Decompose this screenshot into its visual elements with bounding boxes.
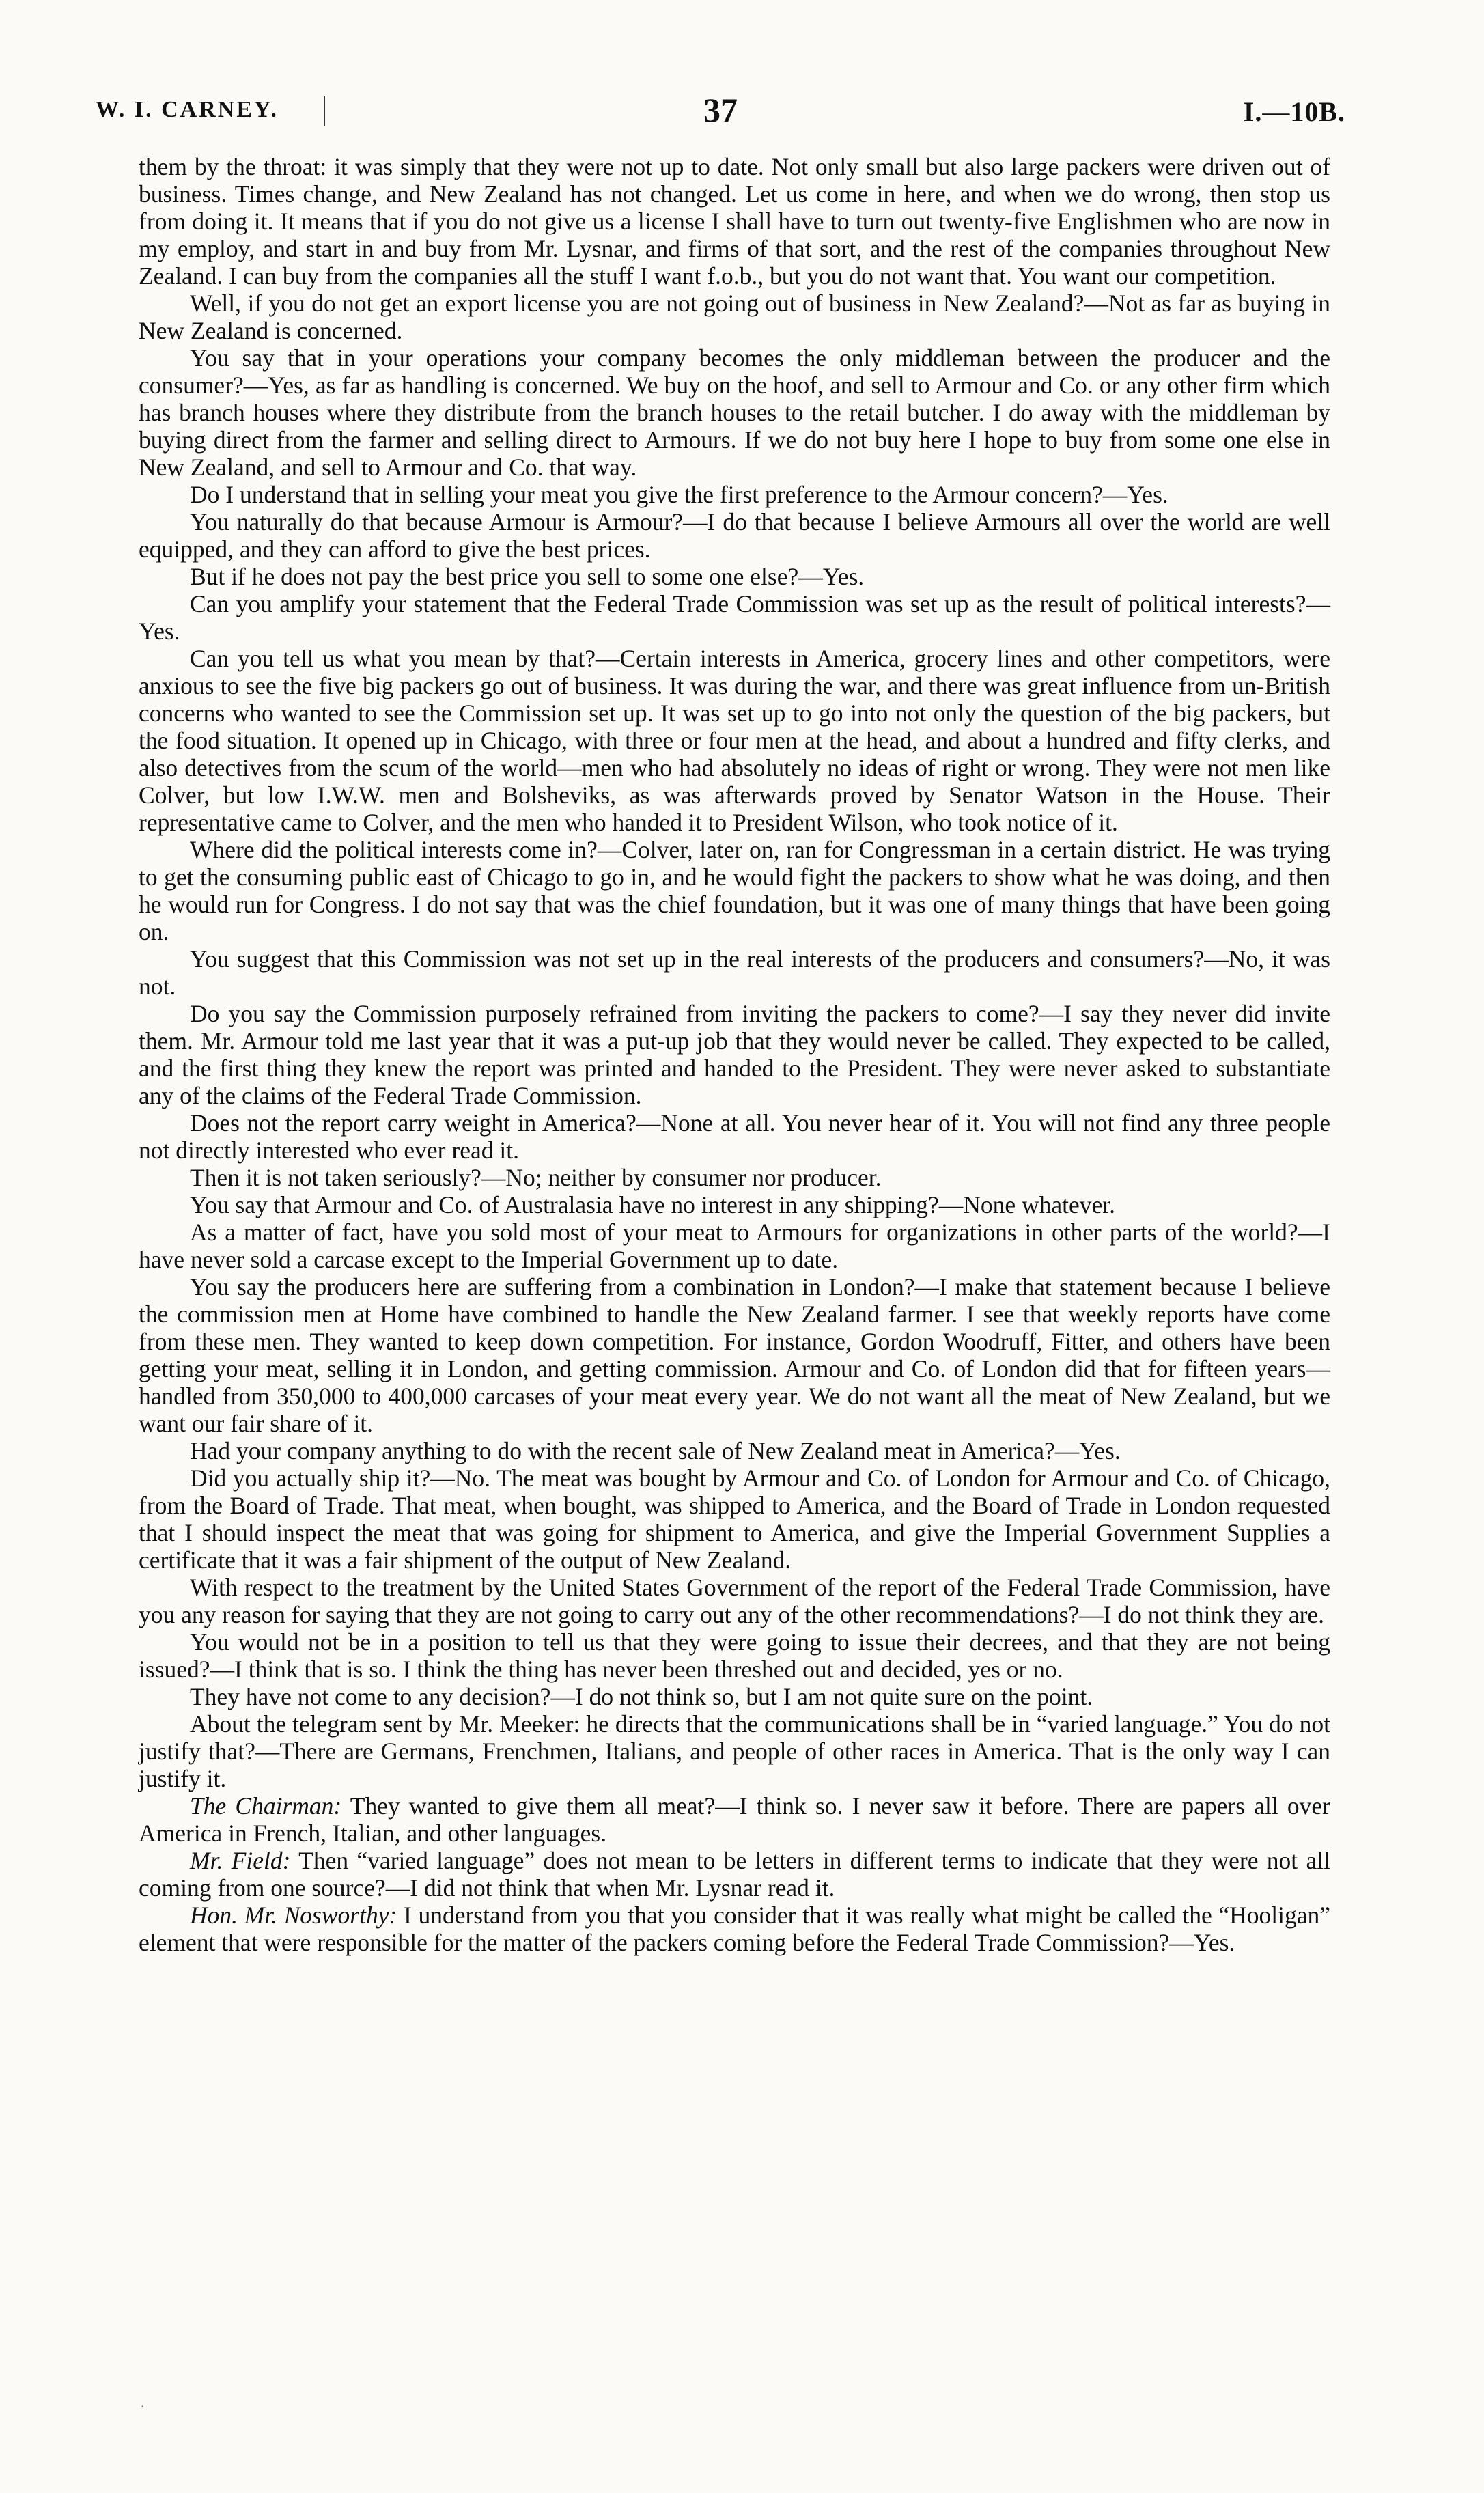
paragraph: But if he does not pay the best price you sell to some one else?—Yes. [190, 563, 865, 590]
transcript-body [139, 153, 1330, 1956]
paragraph: As a matter of fact, have you sold most of your meat to Armours for organizations in other parts of the world?—I have never sold a carcase except to the Imperial Government up to date. [139, 1218, 1330, 1273]
paragraph: They have not come to any decision?—I do not think so, but I am not quite sure on the point. [190, 1683, 1093, 1710]
speaker-text: I understand from you that you consider that it was really what might be called the “Hooligan” element that were responsible for the matter of the packers coming before the Federal Trade Commission?—Yes. [139, 1902, 1330, 1956]
speaker-text: They wanted to give them all meat?—I think so. I never saw it before. There are papers all over America in French, Italian, and other languages. [139, 1792, 1330, 1847]
page-number: 37 [703, 91, 738, 129]
paragraph: Can you amplify your statement that the Federal Trade Commission was set up as the result of political interests?—Yes. [139, 590, 1330, 645]
speaker-name: Hon. Mr. Nosworthy: [190, 1902, 397, 1929]
paragraph: Did you actually ship it?—No. The meat was bought by Armour and Co. of London for Armour and Co. of Chicago, from the Board of Trade. That meat, when bought, was shipped to America, and the Board of Trade in London requested that I should inspect the meat that was going for shipment to America, and give the Imperial Government Supplies a certificate that it was a fair shipment of the output of New Zealand. [139, 1464, 1330, 1574]
paragraph: With respect to the treatment by the United States Government of the report of the Federal Trade Commission, have you any reason for saying that they are not going to carry out any of the other recommendations?—I do not think they are. [139, 1574, 1330, 1628]
paper-reference: I.—10B. [1243, 96, 1345, 127]
paragraph: You say that in your operations your company becomes the only middleman between the producer and the consumer?—Yes, as far as handling is concerned. We buy on the hoof, and sell to Armour and Co. or any other firm which has branch houses where they distribute from the branch houses to the retail butcher. I do away with the middleman by buying direct from the farmer and selling direct to Armours. If we do not buy here I hope to buy from some one else in New Zealand, and sell to Armour and Co. that way. [139, 344, 1330, 481]
paragraph: them by the throat: it was simply that they were not up to date. Not only small but also large packers were driven out of business. Times change, and New Zealand has not changed. Let us come in here, and when we do wrong, then stop us from doing it. It means that if you do not give us a license I shall have to turn out twenty-five Englishmen who are now in my employ, and start in and buy from Mr. Lysnar, and firms of that sort, and the rest of the companies throughout New Zealand. I can buy from the companies all the stuff I want f.o.b., but you do not want that. You want our competition. [139, 153, 1330, 290]
page-header [96, 90, 1345, 138]
speaker-text: Then “varied language” does not mean to be letters in different terms to indicate that they were not all coming from one source?—I did not think that when Mr. Lysnar read it. [139, 1847, 1330, 1902]
paragraph: Well, if you do not get an export license you are not going out of business in New Zealand?—Not as far as buying in New Zealand is concerned. [139, 290, 1330, 344]
speaker-paragraph [139, 1847, 1330, 1902]
paragraph: Can you tell us what you mean by that?—Certain interests in America, grocery lines and other competitors, were anxious to see the five big packers go out of business. It was during the war, and there was great influence from un-British concerns who wanted to see the Commission set up. It was set up to go into not only the question of the big packers, but the food situation. It opened up in Chicago, with three or four men at the head, and about a hundred and fifty clerks, and also detectives from the scum of the world—men who had absolutely no ideas of right or wrong. They were not men like Colver, but low I.W.W. men and Bolsheviks, as was afterwards proved by Senator Watson in the House. Their representative came to Colver, and the men who handed it to President Wilson, who took notice of it. [139, 645, 1330, 836]
speaker-name: The Chairman: [190, 1792, 342, 1820]
paragraph: Do you say the Commission purposely refrained from inviting the packers to come?—I say they never did invite them. Mr. Armour told me last year that it was a put-up job that they would never be called. They expected to be called, and the first thing they knew the report was printed and handed to the President. They were never asked to substantiate any of the claims of the Federal Trade Commission. [139, 1000, 1330, 1109]
paragraph: About the telegram sent by Mr. Meeker: he directs that the communications shall be in “varied language.” You do not justify that?—There are Germans, Frenchmen, Italians, and people of other races in America. That is the only way I can justify it. [139, 1710, 1330, 1792]
paragraph: You naturally do that because Armour is Armour?—I do that because I believe Armours all over the world are well equipped, and they can afford to give the best prices. [139, 508, 1330, 563]
paragraph: You suggest that this Commission was not set up in the real interests of the producers and consumers?—No, it was not. [139, 945, 1330, 1000]
paragraph: You say the producers here are suffering from a combination in London?—I make that statement because I believe the commission men at Home have combined to handle the New Zealand farmer. I see that weekly reports have come from these men. They wanted to keep down competition. For instance, Gordon Woodruff, Fitter, and others have been getting your meat, selling it in London, and getting commission. Armour and Co. of London did that for fifteen years—handled from 350,000 to 400,000 carcases of your meat every year. We do not want all the meat of New Zealand, but we want our fair share of it. [139, 1273, 1330, 1437]
paragraph: You would not be in a position to tell us that they were going to issue their decrees, and that they are not being issued?—I think that is so. I think the thing has never been threshed out and decided, yes or no. [139, 1628, 1330, 1683]
speaker-name: Mr. Field: [190, 1847, 291, 1874]
paragraph: Had your company anything to do with the recent sale of New Zealand meat in America?—Yes. [190, 1437, 1121, 1464]
print-mark: · [140, 2397, 145, 2414]
speaker-paragraph [139, 1902, 1330, 1956]
paragraph: Where did the political interests come in?—Colver, later on, ran for Congressman in a certain district. He was trying to get the consuming public east of Chicago to go in, and he would fight the packers to show what he was doing, and then he would run for Congress. I do not say that was the chief foundation, but it was one of many things that have been going on. [139, 836, 1330, 945]
paragraph: Does not the report carry weight in America?—None at all. You never hear of it. You will not find any three people not directly interested who ever read it. [139, 1109, 1330, 1164]
witness-name: W. I. CARNEY. [96, 97, 279, 122]
paragraph: Do I understand that in selling your meat you give the first preference to the Armour concern?—Yes. [190, 481, 1168, 508]
paragraph: Then it is not taken seriously?—No; neither by consumer nor producer. [190, 1164, 882, 1191]
speaker-paragraph [139, 1792, 1330, 1847]
paragraph: You say that Armour and Co. of Australasia have no interest in any shipping?—None whatever. [190, 1191, 1116, 1218]
